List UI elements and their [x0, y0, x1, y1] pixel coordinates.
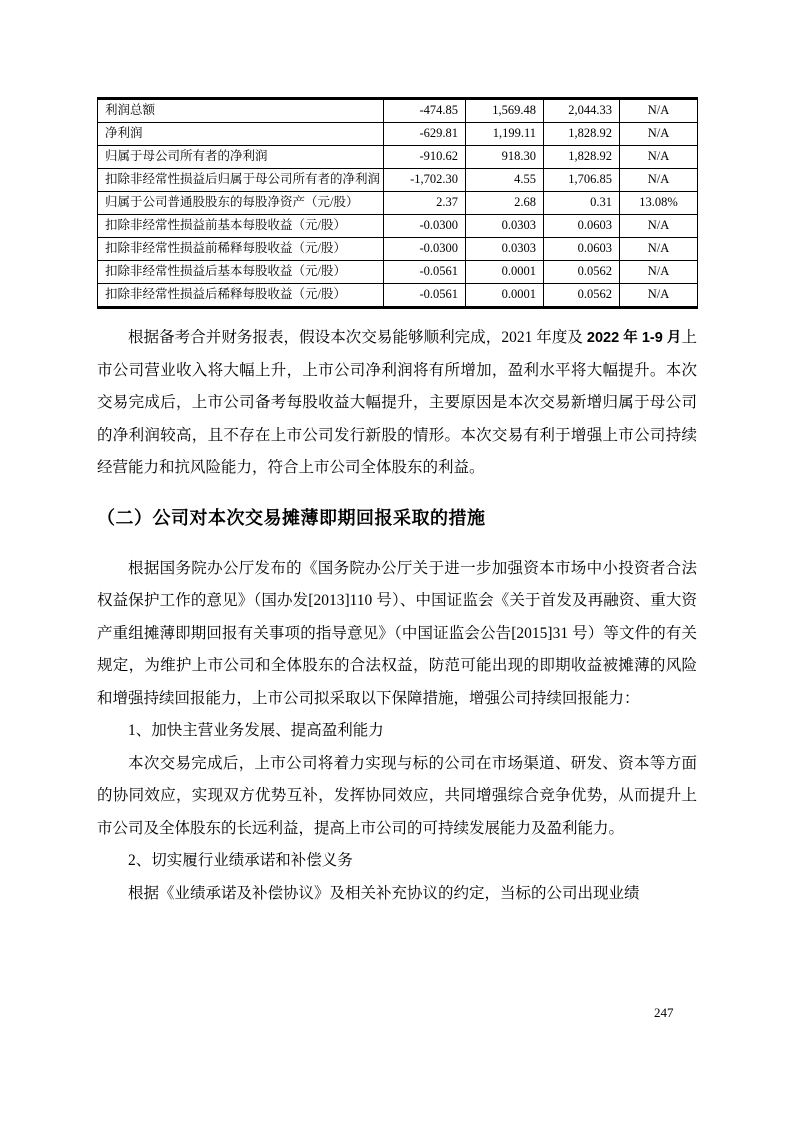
cell-value: 1,569.48 [466, 99, 544, 123]
cell-value: -1,702.30 [384, 169, 466, 192]
row-label: 扣除非经常性损益后基本每股收益（元/股） [98, 261, 384, 284]
cell-value: 0.0303 [466, 215, 544, 238]
table-row [98, 284, 698, 308]
cell-value: 2.37 [384, 192, 466, 215]
cell-value: 0.0603 [544, 215, 620, 238]
summary-text-pre: 根据备考合并财务报表，假设本次交易能够顺利完成，2021 年度及 [128, 329, 587, 346]
paragraph-regulations: 根据国务院办公厅发布的《国务院办公厅关于进一步加强资本市场中小投资者合法权益保护工作的意见》（国办发[2013]110 号）、中国证监会《关于首发及再融资、重大资产重组摊薄即期回报有关事项的指导意见》（中国证监会公告[2015]31 号）等文件的有关规定，为维护上市公司和全体股东的合法权益，防范可能出现的即期收益被摊薄的风险和增强持续回报能力，上市公司拟采取以下保障措施，增强公司持续回报能力： [97, 559, 697, 707]
row-label: 净利润 [98, 123, 384, 146]
page-content [97, 97, 697, 910]
cell-value: N/A [620, 284, 698, 308]
page-number: 247 [654, 1005, 674, 1020]
table-row [98, 99, 698, 123]
summary-text-bold-period: 2022 年 1-9 月 [586, 330, 682, 346]
table-row [98, 215, 698, 238]
row-label: 扣除非经常性损益后稀释每股收益（元/股） [98, 284, 384, 308]
cell-value: 4.55 [466, 169, 544, 192]
section-heading-measures: （二）公司对本次交易摊薄即期回报采取的措施 [97, 507, 486, 528]
cell-value: 0.0001 [466, 284, 544, 308]
row-label: 利润总额 [98, 99, 384, 123]
table-row [98, 146, 698, 169]
cell-value: -910.62 [384, 146, 466, 169]
subheading-measure-1: 1、加快主营业务发展、提高盈利能力 [128, 722, 384, 739]
subheading-measure-2: 2、切实履行业绩承诺和补偿义务 [128, 852, 353, 869]
table-row [98, 261, 698, 284]
cell-value: -629.81 [384, 123, 466, 146]
cell-value: 0.31 [544, 192, 620, 215]
summary-text-post: 上市公司营业收入将大幅上升，上市公司净利润将有所增加，盈利水平将大幅提升。本次交易完成后，上市公司备考每股收益大幅提升，主要原因是本次交易新增归属于母公司的净利润较高，且不存在上市公司发行新股的情形。本次交易有利于增强上市公司持续经营能力和抗风险能力，符合上市公司全体股东的利益。 [97, 329, 697, 476]
cell-value: 1,706.85 [544, 169, 620, 192]
cell-value: N/A [620, 146, 698, 169]
cell-value: N/A [620, 99, 698, 123]
cell-value: 0.0562 [544, 284, 620, 308]
table-row [98, 192, 698, 215]
cell-value: 918.30 [466, 146, 544, 169]
row-label: 扣除非经常性损益前基本每股收益（元/股） [98, 215, 384, 238]
cell-value: 0.0562 [544, 261, 620, 284]
cell-value: -0.0561 [384, 284, 466, 308]
row-label: 扣除非经常性损益前稀释每股收益（元/股） [98, 238, 384, 261]
cell-value: N/A [620, 238, 698, 261]
pro-forma-financials-table [97, 97, 698, 309]
row-label: 归属于母公司所有者的净利润 [98, 146, 384, 169]
cell-value: 2.68 [466, 192, 544, 215]
paragraph-pro-forma-summary [97, 322, 697, 485]
table-row [98, 238, 698, 261]
cell-value: 0.0303 [466, 238, 544, 261]
cell-value: 1,199.11 [466, 123, 544, 146]
cell-value: -0.0300 [384, 238, 466, 261]
paragraph-measure-1: 本次交易完成后，上市公司将着力实现与标的公司在市场渠道、研发、资本等方面的协同效应，实现双方优势互补，发挥协同效应，共同增强综合竞争优势，从而提升上市公司及全体股东的长远利益，提高上市公司的可持续发展能力及盈利能力。 [97, 754, 697, 837]
row-label: 扣除非经常性损益后归属于母公司所有者的净利润 [98, 169, 384, 192]
cell-value: 13.08% [620, 192, 698, 215]
cell-value: N/A [620, 123, 698, 146]
cell-value: N/A [620, 169, 698, 192]
table-row [98, 169, 698, 192]
row-label: 归属于公司普通股股东的每股净资产（元/股） [98, 192, 384, 215]
cell-value: 2,044.33 [544, 99, 620, 123]
cell-value: 0.0603 [544, 238, 620, 261]
table-row [98, 123, 698, 146]
cell-value: 0.0001 [466, 261, 544, 284]
cell-value: -0.0561 [384, 261, 466, 284]
cell-value: 1,828.92 [544, 123, 620, 146]
cell-value: N/A [620, 215, 698, 238]
cell-value: -474.85 [384, 99, 466, 123]
cell-value: -0.0300 [384, 215, 466, 238]
cell-value: N/A [620, 261, 698, 284]
paragraph-measure-2-intro: 根据《业绩承诺及补偿协议》及相关补充协议的约定，当标的公司出现业绩 [128, 884, 640, 902]
cell-value: 1,828.92 [544, 146, 620, 169]
